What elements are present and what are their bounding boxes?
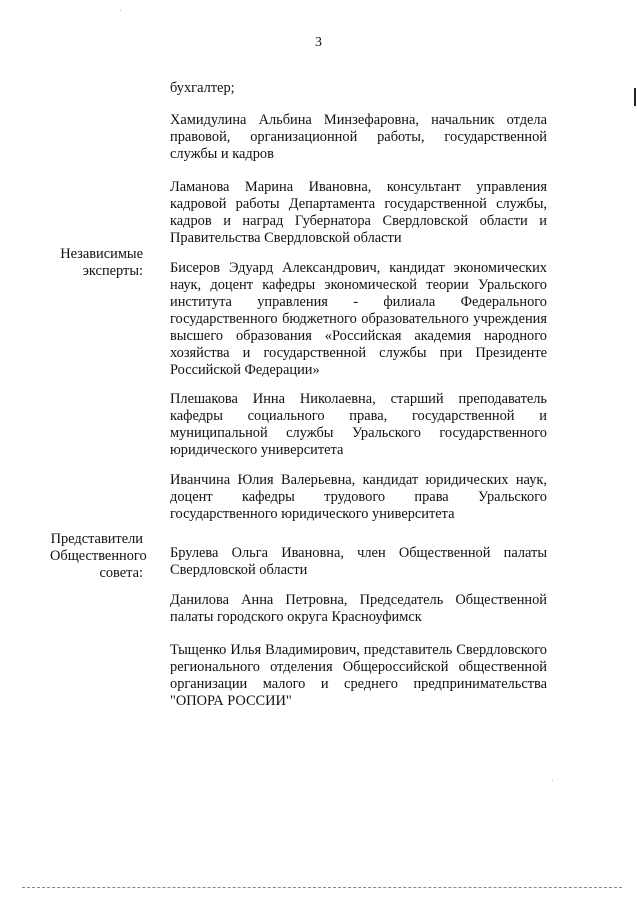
staff-entry-hamidulina: Хамидулина Альбина Минзефаровна, начальник отдела правовой, организационной работы, государственной службы и кадров [170,112,547,163]
council-entry-bruleva: Брулева Ольга Ивановна, член Общественной палаты Свердловской области [170,545,547,579]
expert-entry-ivanchina: Иванчина Юлия Валерьевна, кандидат юридических наук, доцент кафедры трудового права Уральского государственного юридического университета [170,472,547,523]
section-label-council: Представители Общественного совета: [50,531,147,581]
council-entry-danilova: Данилова Анна Петровна, Председатель Общественной палаты городского округа Красноуфимск [170,592,547,626]
expert-entry-biserov: Бисеров Эдуард Александрович, кандидат экономических наук, доцент кафедры экономической теории Уральского института управления - филиала Федерального государственного бюджетного образовательного учреждения высшего образования «Российская академия народного хозяйства и государственной службы при Президенте Российской Федерации» [170,260,547,379]
page-number: 3 [315,35,322,50]
scan-speck [552,780,553,781]
section-label-experts: Независимые эксперты: [60,246,143,279]
scan-edge-mark [634,88,636,106]
footer-rule [22,887,622,888]
intro-line: бухгалтер; [170,80,235,97]
scan-speck [120,10,121,11]
council-entry-tyshchenko: Тыщенко Илья Владимирович, представитель Свердловского регионального отделения Общероссийской общественной организации малого и среднего предпринимательства "ОПОРА РОССИИ" [170,642,547,710]
expert-entry-pleshakova: Плешакова Инна Николаевна, старший преподаватель кафедры социального права, государственной и муниципальной службы Уральского государственного юридического университета [170,391,547,459]
staff-entry-lamanova: Ламанова Марина Ивановна, консультант управления кадровой работы Департамента государственной службы, кадров и наград Губернатора Свердловской области и Правительства Свердловской области [170,179,547,247]
